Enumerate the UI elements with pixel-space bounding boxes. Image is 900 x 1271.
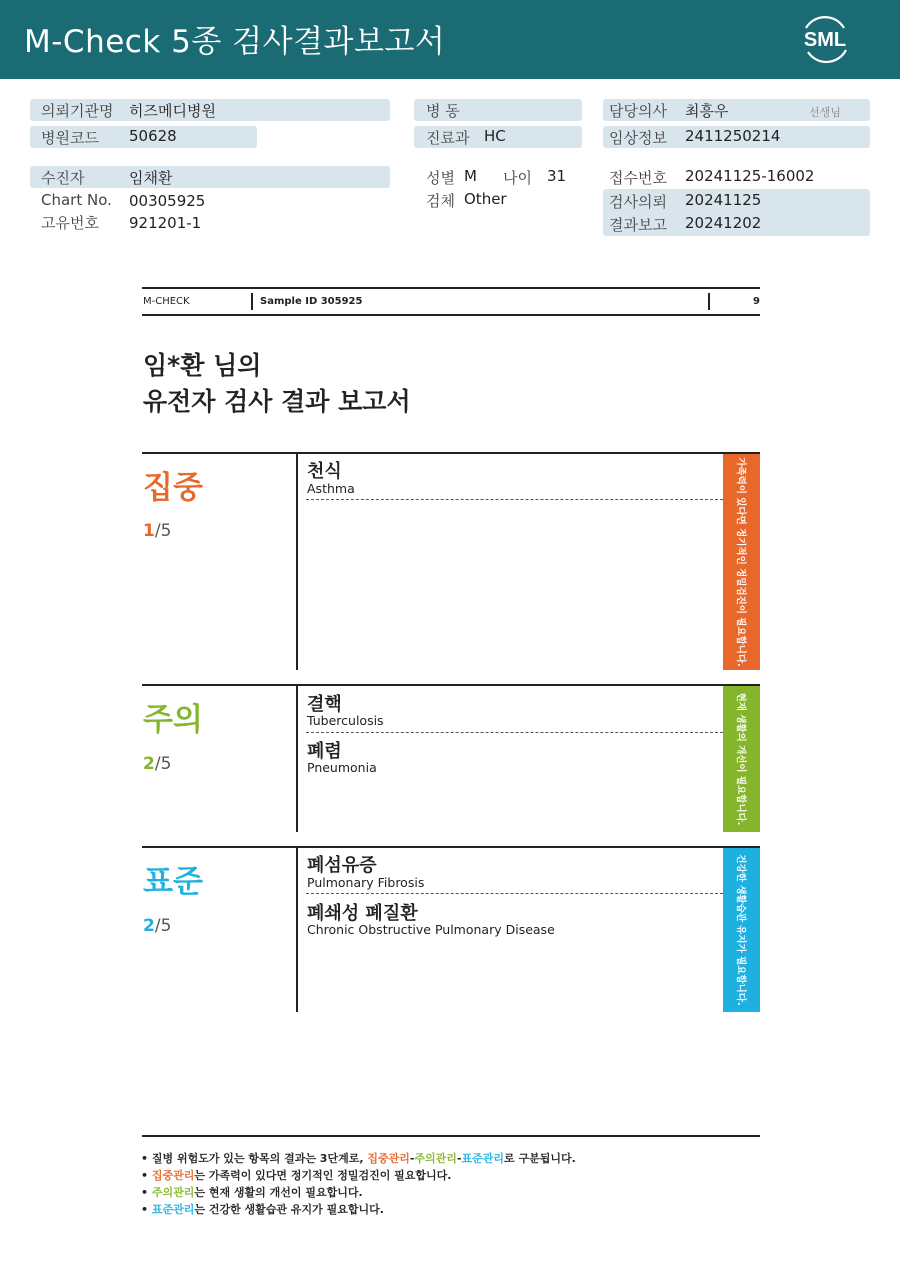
legend-notes (141, 1150, 576, 1218)
level-label: 주의 (143, 702, 203, 738)
report-title-line2: 유전자 검사 결과 보고서 (143, 387, 411, 416)
side-note-text: 현재 생활의 개선이 필요합니다. (734, 692, 746, 826)
report-header-top-rule (142, 287, 760, 289)
note-line-4: • 표준관리는 건강한 생활습관 유지가 필요합니다. (141, 1203, 384, 1216)
section-top-rule (142, 452, 760, 454)
section-vertical-rule (296, 686, 298, 832)
doctor-value: 최흥우 (685, 102, 729, 120)
disease-name-ko: 폐렴 (307, 741, 342, 762)
top-banner (0, 0, 900, 79)
section-vertical-rule (296, 848, 298, 1012)
side-note-box (723, 454, 760, 670)
clinical-info-label: 임상정보 (609, 129, 667, 147)
level-label: 표준 (143, 864, 203, 900)
note-line-1: • 질병 위험도가 있는 항목의 결과는 3단계로, 집중관리-주의관리-표준관리로 구분됩니다. (141, 1152, 576, 1165)
disease-name-ko: 천식 (307, 461, 342, 482)
disease-name-en: Pneumonia (307, 760, 377, 775)
age-label: 나이 (503, 169, 532, 187)
unique-no-value: 921201-1 (129, 214, 202, 232)
specimen-value: Other (464, 190, 507, 208)
sml-logo-icon (796, 12, 854, 66)
level-count: 2/5 (143, 754, 172, 774)
sample-id: Sample ID 305925 (260, 296, 363, 307)
level-label: 집중 (143, 470, 203, 506)
report-header-bottom-rule (142, 314, 760, 316)
report-title-line1: 임*환 님의 (143, 351, 262, 380)
test-request-label: 검사의뢰 (609, 193, 667, 211)
hospital-code-label: 병원코드 (41, 129, 99, 147)
chart-no-value: 00305925 (129, 192, 206, 210)
sex-value: M (464, 167, 477, 185)
ward-label: 병 동 (426, 102, 460, 120)
receipt-no-label: 접수번호 (609, 169, 667, 187)
section-vertical-rule (296, 454, 298, 670)
disease-name-en: Chronic Obstructive Pulmonary Disease (307, 922, 555, 937)
notes-top-rule (142, 1135, 760, 1137)
side-note-text: 건강한 생활습관 유지가 필요합니다. (734, 854, 746, 1006)
side-note-box (723, 848, 760, 1012)
hospital-code-value: 50628 (129, 127, 177, 145)
examinee-label: 수진자 (41, 169, 85, 187)
page-number: 9 (753, 296, 760, 307)
report-brand: M-CHECK (143, 296, 190, 307)
report-title (143, 348, 411, 420)
logo-text: SML (803, 29, 847, 51)
disease-divider (306, 499, 723, 500)
report-header-divider-right (708, 293, 710, 310)
section-top-rule (142, 846, 760, 848)
note-line-3: • 주의관리는 현재 생활의 개선이 필요합니다. (141, 1186, 363, 1199)
side-note-text: 가족력이 있다면 정기적인 정밀검진이 필요합니다. (734, 457, 746, 667)
disease-name-en: Asthma (307, 481, 355, 496)
specimen-label: 검체 (426, 192, 455, 210)
note-line-2: • 집중관리는 가족력이 있다면 정기적인 정밀검진이 필요합니다. (141, 1169, 452, 1182)
disease-divider (306, 893, 723, 894)
disease-name-ko: 폐쇄성 폐질환 (307, 903, 418, 924)
department-value: HC (484, 127, 506, 145)
receipt-no-value: 20241125-16002 (685, 167, 815, 185)
disease-divider (306, 732, 723, 733)
institution-label: 의뢰기관명 (41, 102, 114, 120)
chart-no-label: Chart No. (41, 191, 112, 209)
side-note-box (723, 686, 760, 832)
examinee-value: 임채환 (129, 169, 173, 187)
disease-name-ko: 폐섬유증 (307, 855, 377, 876)
level-count: 1/5 (143, 521, 172, 541)
disease-name-en: Tuberculosis (307, 713, 384, 728)
test-request-value: 20241125 (685, 191, 762, 209)
level-count: 2/5 (143, 916, 172, 936)
sex-label: 성별 (426, 169, 455, 187)
clinical-info-value: 2411250214 (685, 127, 781, 145)
doctor-suffix: 선생님 (809, 106, 841, 119)
doctor-label: 담당의사 (609, 102, 667, 120)
report-header-title: M-Check 5종 검사결과보고서 (24, 24, 446, 60)
sml-logo (796, 12, 854, 66)
result-report-value: 20241202 (685, 214, 762, 232)
institution-value: 히즈메디병원 (129, 102, 216, 120)
disease-name-ko: 결핵 (307, 694, 342, 715)
section-top-rule (142, 684, 760, 686)
disease-name-en: Pulmonary Fibrosis (307, 875, 425, 890)
result-report-label: 결과보고 (609, 216, 667, 234)
report-header-divider-left (251, 293, 253, 310)
age-value: 31 (547, 167, 567, 185)
unique-no-label: 고유번호 (41, 214, 99, 232)
department-label: 진료과 (426, 129, 470, 147)
